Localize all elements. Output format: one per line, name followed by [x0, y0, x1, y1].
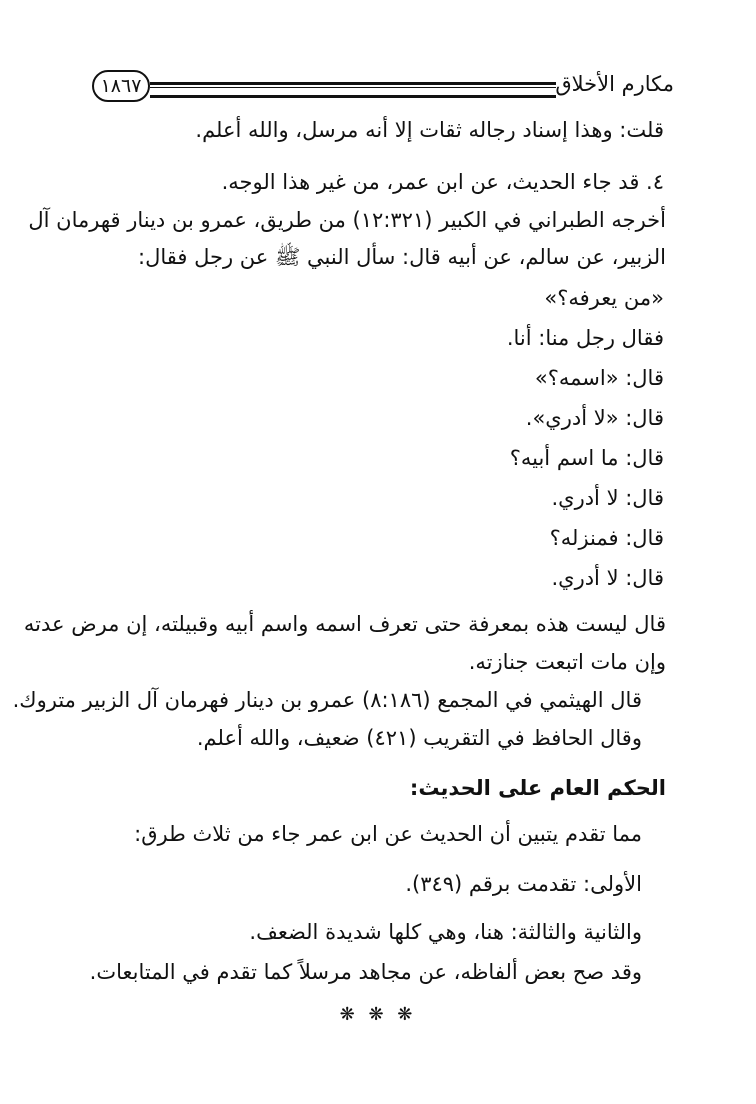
section-separator: ❋ ❋ ❋ [339, 1004, 417, 1025]
text-line: والثانية والثالثة: هنا، وهي كلها شديدة الضعف. [249, 920, 642, 944]
text-line: قال: ما اسم أبيه؟ [509, 446, 664, 470]
section-heading: الحكم العام على الحديث: [409, 776, 666, 800]
text-line: قال: «لا أدري». [525, 406, 664, 430]
book-title: مكارم الأخلاق [555, 72, 674, 96]
text-line: قال ليست هذه بمعرفة حتى تعرف اسمه واسم أبيه وقبيلته، إن مرض عدته [23, 612, 666, 636]
text-line: قال: لا أدري. [551, 486, 664, 510]
text-line: وقد صح بعض ألفاظه، عن مجاهد مرسلاً كما تقدم في المتابعات. [89, 960, 642, 984]
text-line: ٤. قد جاء الحديث، عن ابن عمر، من غير هذا الوجه. [221, 170, 664, 194]
text-line: الأولى: تقدمت برقم (٣٤٩). [405, 872, 642, 896]
page-number: ١٨٦٧ [92, 70, 150, 102]
text-line: قال الهيثمي في المجمع (٨:١٨٦) عمرو بن دينار فهرمان آل الزبير متروك. [12, 688, 642, 712]
page-header [92, 70, 674, 106]
text-line: أخرجه الطبراني في الكبير (١٢:٣٢١) من طريق، عمرو بن دينار قهرمان آل [28, 208, 666, 232]
text-line: الزبير، عن سالم، عن أبيه قال: سأل النبي ﷺ عن رجل فقال: [138, 245, 666, 269]
text-line: مما تقدم يتبين أن الحديث عن ابن عمر جاء من ثلاث طرق: [134, 822, 642, 846]
text-line: «من يعرفه؟» [544, 286, 664, 310]
text-line: وإن مات اتبعت جنازته. [468, 650, 666, 674]
text-line: قال: لا أدري. [551, 566, 664, 590]
header-rule [150, 82, 556, 98]
text-line: قلت: وهذا إسناد رجاله ثقات إلا أنه مرسل، والله أعلم. [195, 118, 664, 142]
text-line: وقال الحافظ في التقريب (٤٢١) ضعيف، والله أعلم. [196, 726, 642, 750]
text-line: فقال رجل منا: أنا. [506, 326, 664, 350]
text-line: قال: فمنزله؟ [549, 526, 664, 550]
text-line: قال: «اسمه؟» [534, 366, 664, 390]
